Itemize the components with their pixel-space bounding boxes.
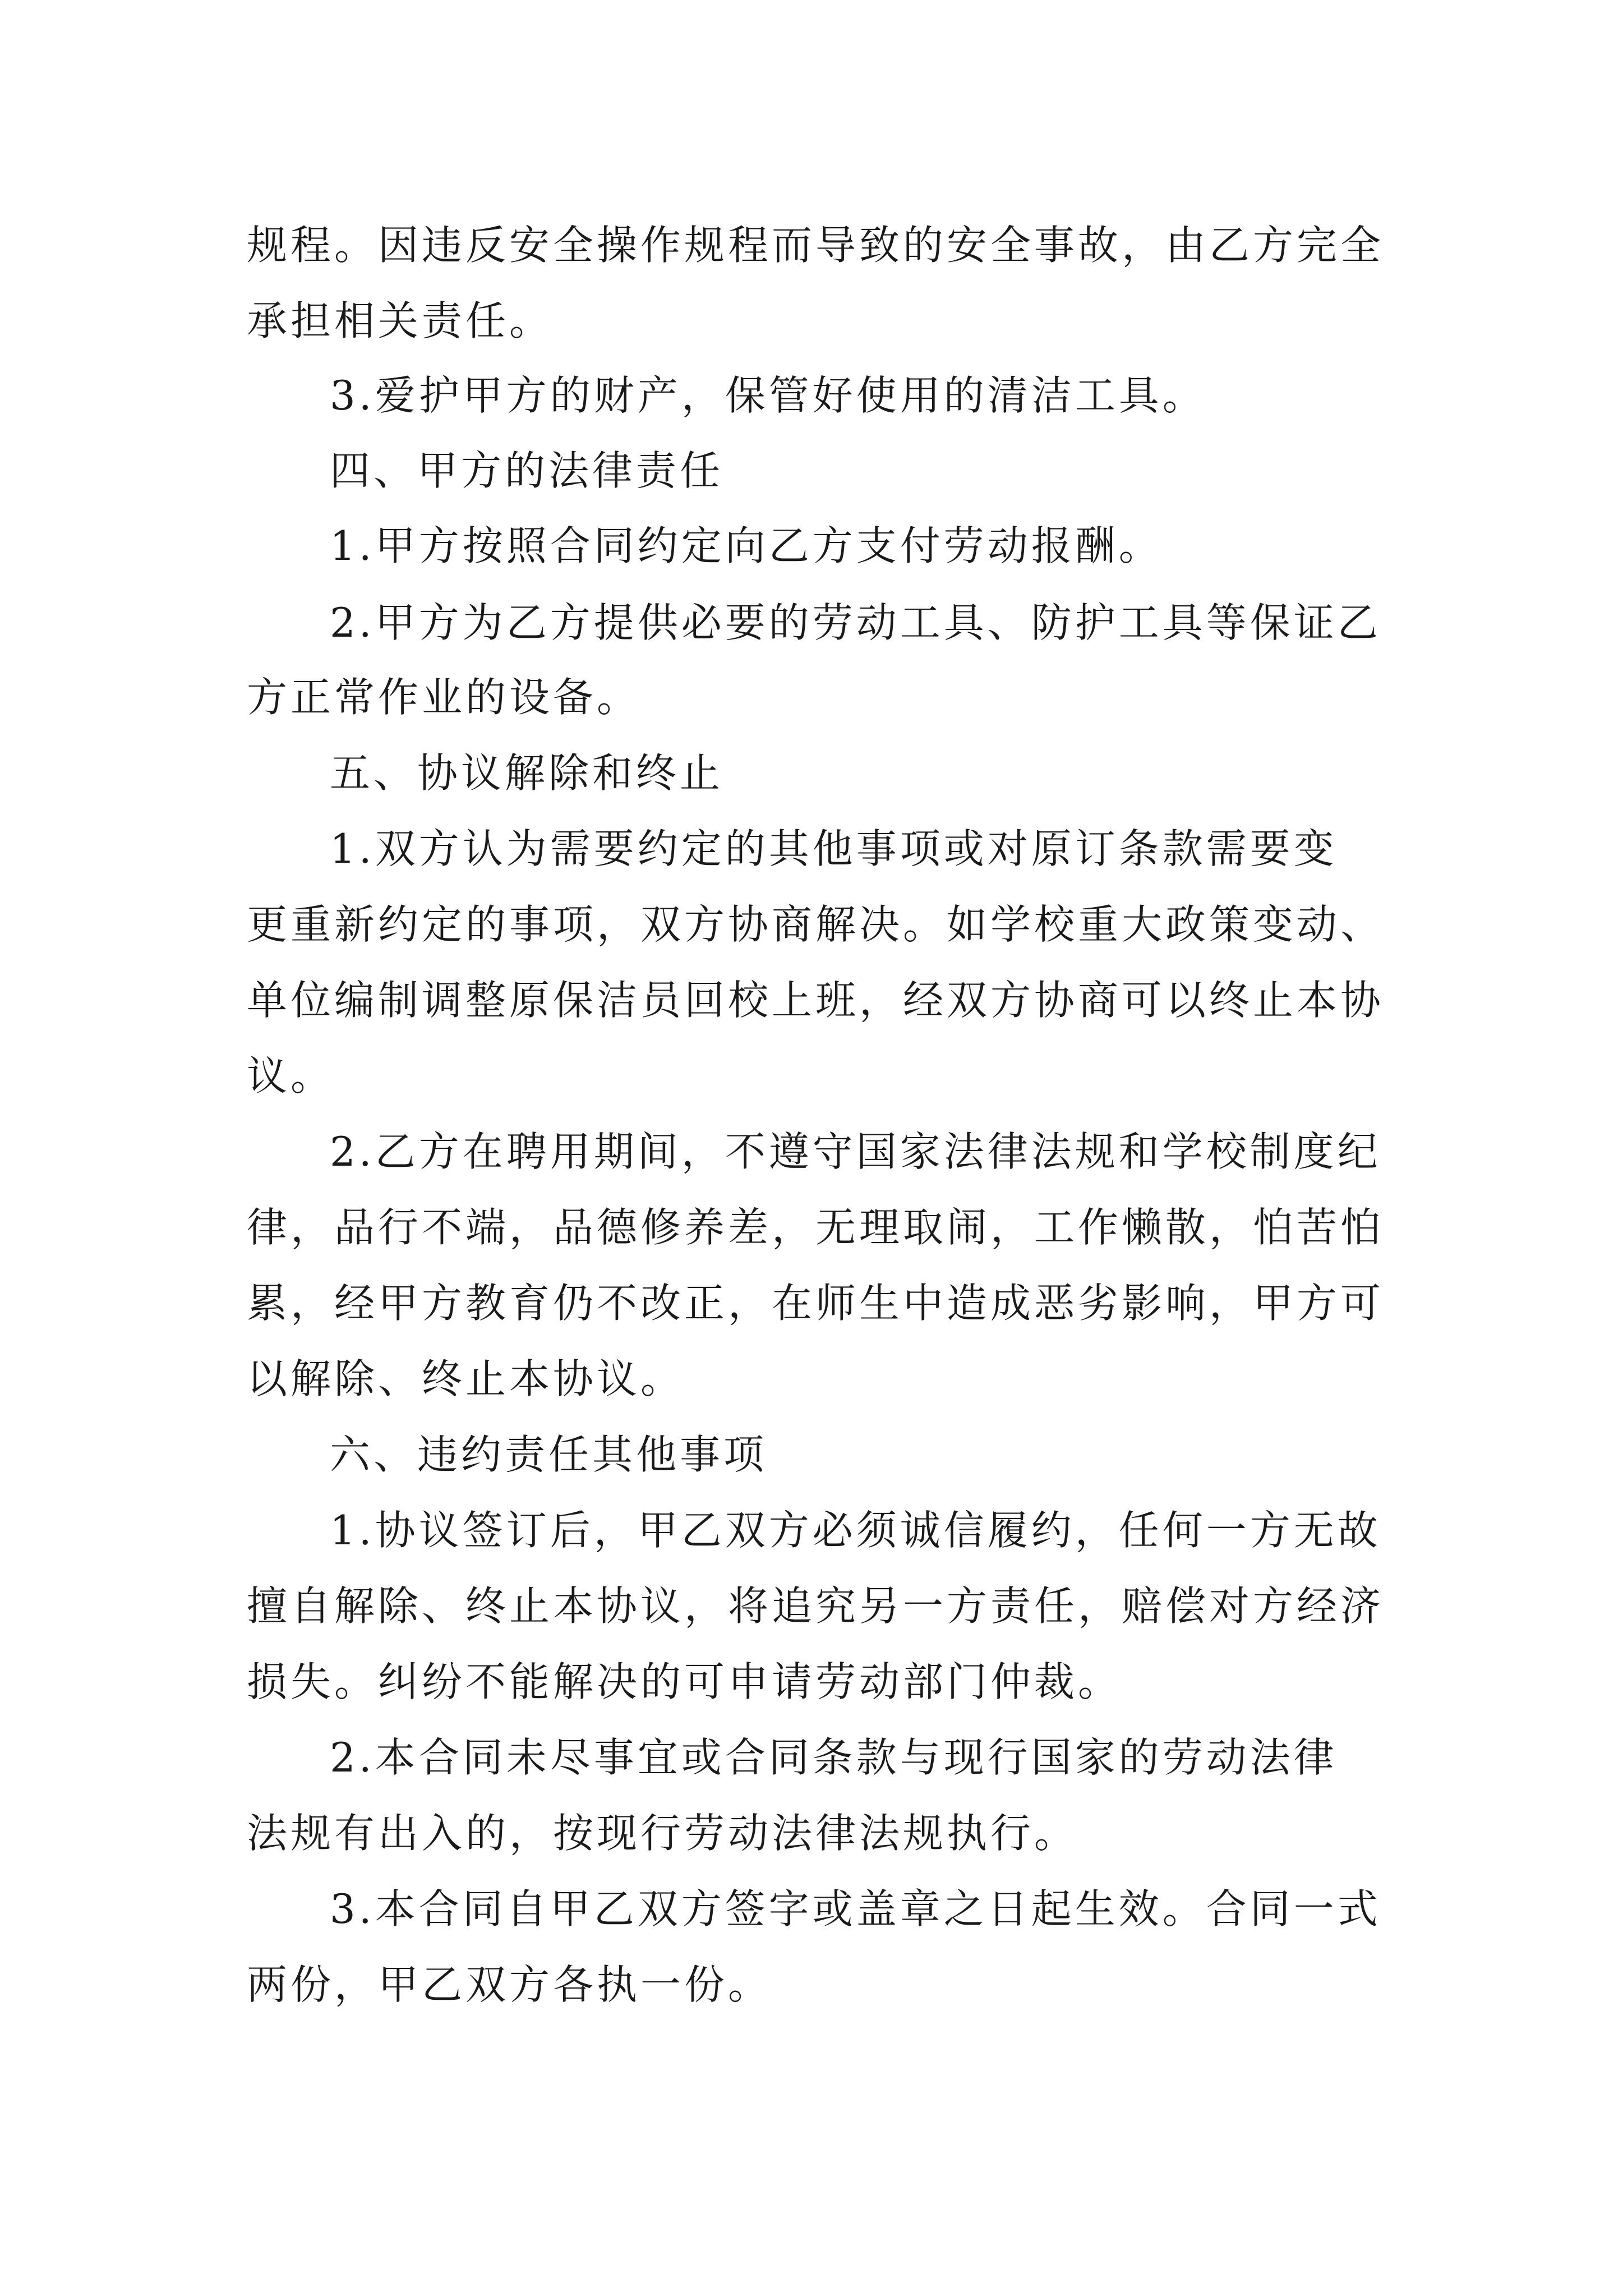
list-item: 3.本合同自甲乙双方签字或盖章之日起生效。合同一式 [330, 1885, 1381, 1932]
text-line: 单位编制调整原保洁员回校上班，经双方协商可以终止本协 [247, 977, 1385, 1024]
section-heading: 六、违约责任其他事项 [330, 1431, 768, 1478]
text-line: 更重新约定的事项，双方协商解决。如学校重大政策变动、 [247, 901, 1385, 948]
list-item: 1.双方认为需要约定的其他事项或对原订条款需要变 [330, 825, 1338, 872]
list-item: 2.乙方在聘用期间，不遵守国家法律法规和学校制度纪 [330, 1128, 1381, 1175]
text-line: 两份，甲乙双方各执一份。 [247, 1961, 772, 2008]
list-item: 3.爱护甲方的财产，保管好使用的清洁工具。 [330, 372, 1206, 419]
section-heading: 五、协议解除和终止 [330, 749, 724, 797]
text-line: 法规有出入的，按现行劳动法律法规执行。 [247, 1810, 1078, 1857]
list-item: 1.甲方按照合同约定向乙方支付劳动报酬。 [330, 522, 1163, 569]
list-item: 2.甲方为乙方提供必要的劳动工具、防护工具等保证乙 [330, 599, 1381, 646]
text-line: 议。 [247, 1052, 335, 1099]
text-line: 擅自解除、终止本协议，将追究另一方责任，赔偿对方经济 [247, 1582, 1385, 1630]
section-heading: 四、甲方的法律责任 [330, 447, 724, 494]
text-line: 规程。因违反安全操作规程而导致的安全事故，由乙方完全 [247, 222, 1385, 269]
text-line: 律，品行不端，品德修养差，无理取闹，工作懒散，怕苦怕 [247, 1204, 1385, 1251]
text-line: 方正常作业的设备。 [247, 674, 641, 721]
list-item: 1.协议签订后，甲乙双方必须诚信履约，任何一方无故 [330, 1507, 1381, 1554]
text-line: 损失。纠纷不能解决的可申请劳动部门仲裁。 [247, 1658, 1122, 1705]
text-line: 以解除、终止本协议。 [247, 1355, 685, 1402]
text-line: 承担相关责任。 [247, 297, 554, 344]
list-item: 2.本合同未尽事宜或合同条款与现行国家的劳动法律 [330, 1734, 1338, 1781]
text-line: 累，经甲方教育仍不改正，在师生中造成恶劣影响，甲方可 [247, 1280, 1385, 1327]
